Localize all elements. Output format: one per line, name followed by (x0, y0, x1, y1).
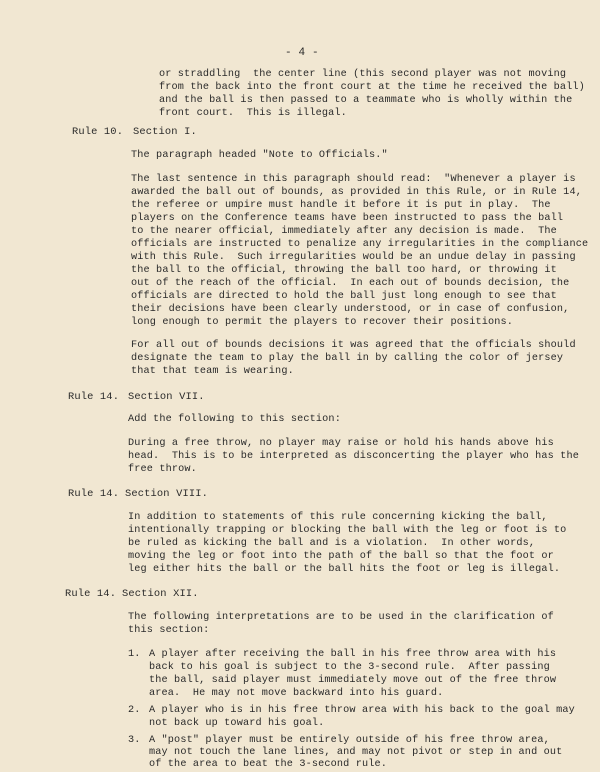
rule-10-para1-line: The last sentence in this paragraph should read: "Whenever a player is (131, 174, 576, 185)
list-item-number: 1. (128, 649, 141, 660)
rule-10-para1-line: long enough to permit the players to recover their positions. (131, 317, 514, 328)
rule-10-para1-line: to the nearer official, immediately after any decision is made. The (131, 226, 557, 237)
rule-14-vii-line: During a free throw, no player may raise or hold his hands above his (128, 438, 554, 449)
rule-14-xii-section: Section XII. (122, 588, 199, 600)
list-item-line: back to his goal is subject to the 3-second rule. After passing (149, 662, 550, 673)
list-item-line: may not touch the lane lines, and may not pivot or step in and out (149, 747, 563, 758)
rule-10-para1-line: their decisions have been clearly understood, or in case of confusion, (131, 304, 570, 315)
rule-14-xii-label: Rule 14. (65, 588, 117, 600)
rule-10-para1-line: out of the reach of the official. In each out of bounds decision, the (131, 278, 570, 289)
rule-10-para2-line: that that team is wearing. (131, 366, 294, 377)
list-item-line: not back up toward his goal. (149, 718, 325, 729)
list-item-line: of the area to beat the 3-second rule. (149, 759, 388, 770)
rule-14-viii-line: moving the leg or foot into the path of the ball so that the foot or (128, 551, 554, 562)
list-item-number: 3. (128, 735, 141, 746)
rule-10-para2-line: designate the team to play the ball in by calling the color of jersey (131, 353, 564, 364)
rule-10-para1-line: with this Rule. Such irregularities would be an undue delay in passing (131, 252, 576, 263)
list-item-line: area. He may not move backward into his guard. (149, 688, 444, 699)
list-item-line: A "post" player must be entirely outside of his free throw area, (149, 735, 550, 746)
rule-10-para1-line: officials are instructed to penalize any irregularities in the compliance (131, 239, 589, 250)
rule-14-vii-line: head. This is to be interpreted as disconcerting the player who has the (128, 451, 579, 462)
intro-line: and the ball is then passed to a teammate who is wholly within the (159, 95, 573, 106)
rule-10-para1-line: the referee or umpire must handle it before it is put in play. The (131, 200, 551, 211)
rule-14-vii-intro: Add the following to this section: (128, 414, 341, 425)
rule-14-vii-line: free throw. (128, 464, 197, 475)
rule-10-para1-line: officials are directed to hold the ball just long enough to see that (131, 291, 557, 302)
intro-line: from the back into the front court at the time he received the ball) (159, 82, 585, 93)
rule-14-viii-line: be ruled as kicking the ball and is a violation. In other words, (128, 538, 536, 549)
list-item-number: 2. (128, 705, 141, 716)
rule-14-vii-section: Section VII. (128, 391, 205, 403)
list-item-line: the ball, said player must immediately move out of the free throw (149, 675, 557, 686)
rule-10-heading: The paragraph headed "Note to Officials." (131, 150, 388, 161)
rule-14-viii-line: leg either hits the ball or the ball hits the foot or leg is illegal. (128, 564, 561, 575)
rule-14-viii-line: intentionally trapping or blocking the ball with the leg or foot is to (128, 525, 567, 536)
rule-14-xii-intro-line: The following interpretations are to be used in the clarification of (128, 612, 554, 623)
list-item-line: A player after receiving the ball in his free throw area with his (149, 649, 557, 660)
rule-14-viii-line: In addition to statements of this rule concerning kicking the ball, (128, 512, 548, 523)
rule-14-viii-label: Rule 14. (68, 488, 120, 500)
rule-14-viii-section: Section VIII. (125, 488, 209, 500)
rule-10-para1-line: awarded the ball out of bounds, as provided in this Rule, or in Rule 14, (131, 187, 582, 198)
rule-10-section: Section I. (133, 126, 197, 138)
page-number: - 4 - (285, 47, 319, 59)
rule-14-xii-intro-line: this section: (128, 625, 210, 636)
rule-10-label: Rule 10. (72, 126, 124, 138)
rule-10-para1-line: the ball to the official, throwing the ball too hard, or throwing it (131, 265, 557, 276)
intro-line: or straddling the center line (this second player was not moving (159, 69, 567, 80)
list-item-line: A player who is in his free throw area with his back to the goal may (149, 705, 575, 716)
rule-14-vii-label: Rule 14. (68, 391, 120, 403)
rule-10-para1-line: players on the Conference teams have been instructed to pass the ball (131, 213, 564, 224)
rule-10-para2-line: For all out of bounds decisions it was agreed that the officials should (131, 340, 576, 351)
intro-line: front court. This is illegal. (159, 108, 347, 119)
